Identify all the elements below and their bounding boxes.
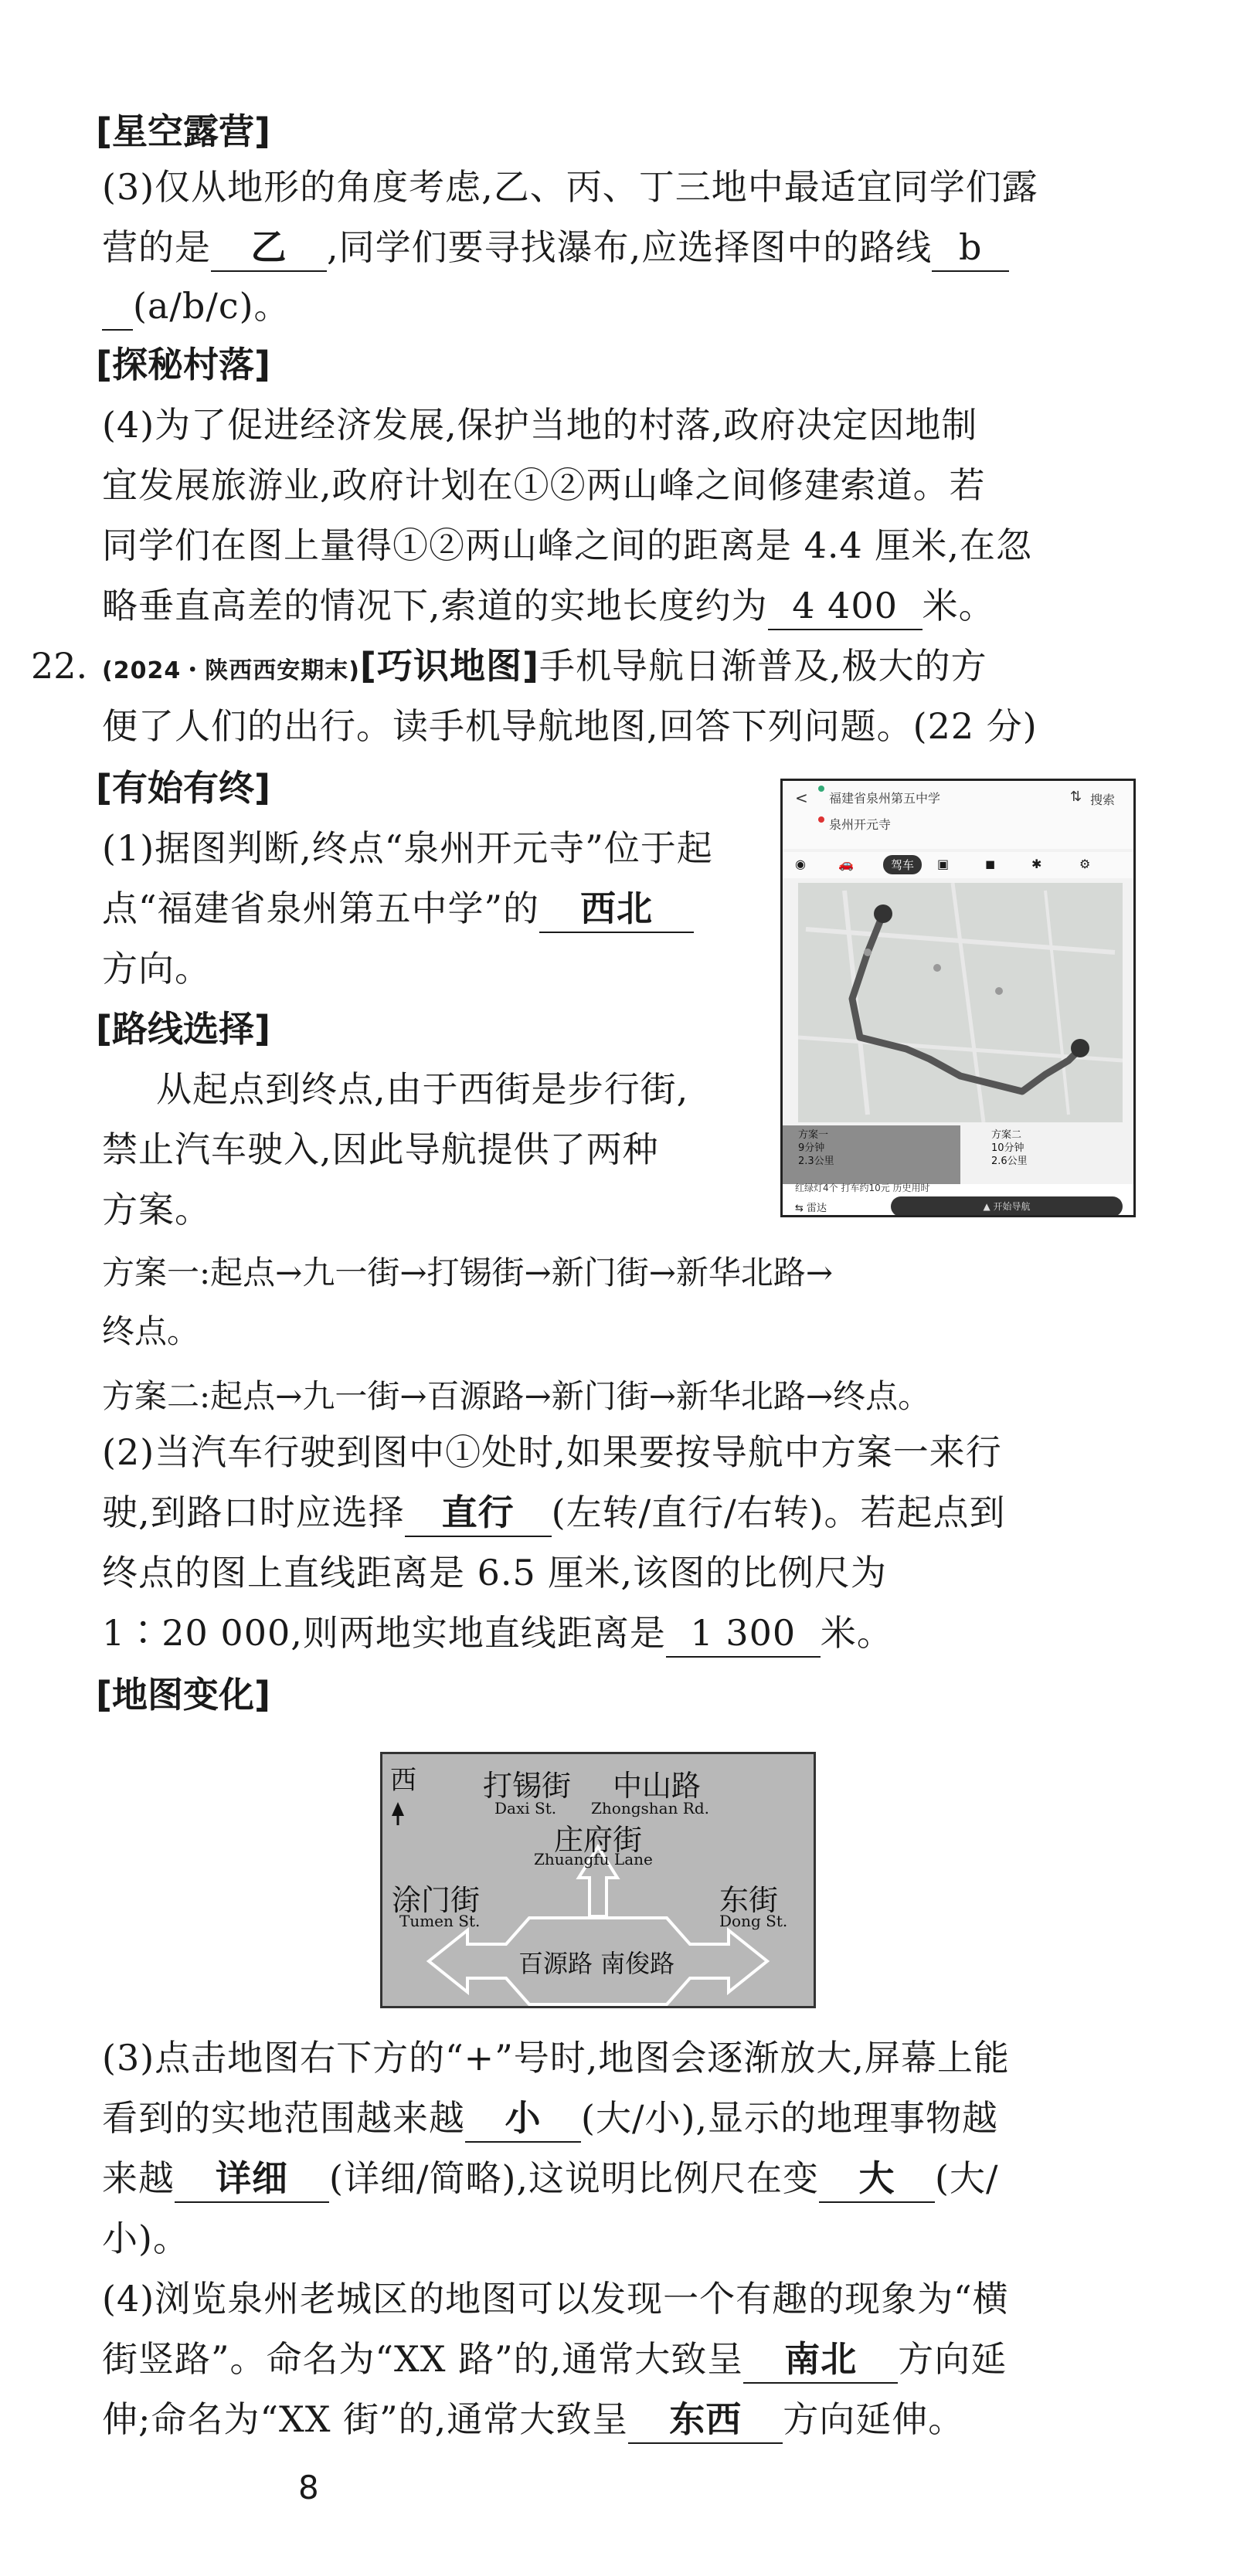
question-tag: [巧识地图]: [359, 645, 539, 687]
destination-marker-icon: [874, 904, 892, 923]
answer-blank: 直行: [405, 1489, 552, 1537]
recommend-tab-icon[interactable]: ◉: [795, 857, 806, 871]
radar-label: 雷达: [807, 1203, 827, 1214]
question-text: 方向延: [898, 2338, 1007, 2380]
answer-blank: 乙: [211, 224, 327, 272]
question-number: 22.: [31, 645, 88, 687]
route-map-canvas: [798, 883, 1123, 1122]
question-line: [102, 2396, 964, 2444]
street-label: 百源路 南俊路: [518, 1949, 675, 1978]
answer-blank: 详细: [175, 2155, 329, 2203]
question-text: 略垂直高差的情况下,索道的实地长度约为: [102, 585, 768, 626]
plan-one-text: 终点。: [102, 1312, 200, 1350]
question-source: (2024・陕西西安期末): [102, 657, 360, 684]
answer-blank: 大: [819, 2155, 935, 2203]
street-label-en: Zhuangfu Lane: [534, 1850, 653, 1868]
taxi-tab-icon[interactable]: ◼: [985, 857, 996, 871]
street-label: 庄府街: [554, 1823, 643, 1857]
walk-tab-icon[interactable]: ✱: [1031, 857, 1042, 871]
question-text: ,同学们要寻找瀑布,应选择图中的路线: [327, 226, 933, 268]
question-text: (2)当汽车行驶到图中①处时,如果要按导航中方案一来行: [102, 1431, 1002, 1473]
question-line: [102, 2095, 998, 2143]
plan-distance: 2.3公里: [798, 1156, 834, 1167]
question-text: 宜发展旅游业,政府计划在①②两山峰之间修建索道。若: [102, 464, 986, 506]
navigation-arrow-icon: ▲: [983, 1201, 994, 1212]
destination-dot-icon: [818, 816, 824, 823]
start-navigation-label: 开始导航: [993, 1201, 1031, 1212]
question-text: (4)浏览泉州老城区的地图可以发现一个有趣的现象为“横: [102, 2278, 1009, 2320]
question-text: 便了人们的出行。读手机导航地图,回答下列问题。(22 分): [102, 705, 1038, 747]
destination-field[interactable]: 泉州开元寺: [829, 817, 892, 832]
question-text: 终点的图上直线距离是 6.5 厘米,该图的比例尺为: [102, 1552, 888, 1593]
question-text: 同学们在图上量得①②两山峰之间的距离是 4.4 厘米,在忽: [102, 524, 1033, 566]
answer-blank: 西北: [539, 885, 694, 933]
question-text: 1∶20 000,则两地实地直线距离是: [102, 1612, 666, 1654]
origin-marker-icon: [1071, 1039, 1089, 1057]
plan-distance: 2.6公里: [991, 1156, 1028, 1167]
question-line: [102, 283, 291, 331]
question-text: (a/b/c)。: [133, 285, 291, 327]
street-label-en: Dong St.: [719, 1912, 788, 1930]
phone-navigation-screenshot: [780, 779, 1136, 1217]
question-text: (详细/简略),这说明比例尺在变: [329, 2157, 820, 2199]
street-label-en: Daxi St.: [494, 1799, 557, 1817]
section-heading-start-end: [有始有终]: [96, 767, 271, 809]
start-navigation-button[interactable]: [891, 1196, 1123, 1217]
question-text: 街竖路”。命名为“XX 路”的,通常大致呈: [102, 2338, 744, 2380]
plan-time: 9分钟: [798, 1142, 825, 1154]
street-label: 东街: [719, 1883, 779, 1917]
question-text: 伸;命名为“XX 街”的,通常大致呈: [102, 2398, 629, 2440]
question-line: [102, 224, 1009, 272]
plan-title: 方案二: [991, 1129, 1022, 1141]
question-line: [102, 1610, 893, 1658]
question-text: (4)为了促进经济发展,保护当地的村落,政府决定因地制: [102, 404, 978, 446]
plan-title: 方案一: [798, 1129, 829, 1141]
question-line: [102, 643, 987, 694]
question-text: (1)据图判断,终点“泉州开元寺”位于起: [102, 827, 713, 869]
route-info: 红绿灯4个 打车约10元 历史用时: [795, 1183, 930, 1193]
question-text: 米。: [820, 1612, 893, 1654]
street-label: 打锡街: [483, 1769, 572, 1803]
question-text: 来越: [102, 2157, 175, 2199]
plan-two-card[interactable]: [960, 1125, 1136, 1184]
plan-one-card[interactable]: [783, 1125, 960, 1184]
section-heading-map-change: [地图变化]: [96, 1674, 271, 1716]
north-arrow-icon: [392, 1802, 404, 1816]
plan-options: [783, 1125, 1133, 1184]
street-label-en: Zhongshan Rd.: [591, 1799, 710, 1817]
transport-tabs: [783, 852, 1133, 878]
street-label: 涂门街: [392, 1883, 481, 1917]
question-text: 从起点到终点,由于西街是步行街,: [156, 1068, 689, 1110]
search-button[interactable]: 搜索: [1090, 792, 1116, 807]
plan-time: 10分钟: [991, 1142, 1024, 1154]
answer-blank: 东西: [628, 2396, 783, 2444]
question-text: (3)点击地图右下方的“+”号时,地图会逐渐放大,屏幕上能: [102, 2037, 1010, 2079]
back-icon[interactable]: <: [795, 789, 808, 807]
answer-blank: 小: [465, 2095, 581, 2143]
page-number: 8: [298, 2469, 319, 2506]
plan-one-text: 方案一:起点→九一街→打锡街→新门街→新华北路→: [102, 1254, 834, 1291]
question-text: (左转/直行/右转)。若起点到: [551, 1492, 1006, 1533]
answer-blank: 4 400: [768, 582, 923, 630]
bus-tab-icon[interactable]: ▣: [937, 857, 950, 871]
question-text: 方向。: [102, 948, 211, 989]
street-label: 中山路: [613, 1769, 702, 1803]
plan-two-text: 方案二:起点→九一街→百源路→新门街→新华北路→终点。: [102, 1377, 931, 1415]
street-diagram: [380, 1752, 816, 2008]
radar-button[interactable]: [795, 1200, 827, 1214]
section-heading-route: [路线选择]: [96, 1008, 271, 1050]
question-text: (3)仅从地形的角度考虑,乙、丙、丁三地中最适宜同学们露: [102, 166, 1038, 208]
question-text: 方向延伸。: [783, 2398, 965, 2440]
swap-icon[interactable]: ⇅: [1070, 789, 1082, 805]
question-line: [102, 1489, 1006, 1537]
question-text: 禁止汽车驶入,因此导航提供了两种: [102, 1128, 659, 1170]
answer-blank: 1 300: [666, 1610, 821, 1658]
question-text: 看到的实地范围越来越: [102, 2097, 465, 2139]
route-header: [783, 781, 1133, 849]
question-line: [102, 885, 694, 933]
radar-icon: ⇆: [795, 1203, 807, 1214]
question-line: [102, 2155, 998, 2203]
question-text: 方案。: [102, 1189, 211, 1230]
street-label-en: Tumen St.: [399, 1912, 481, 1930]
question-text: 点“福建省泉州第五中学”的: [102, 888, 540, 929]
direction-label: 西: [390, 1765, 416, 1796]
section-heading-village: [探秘村落]: [96, 344, 271, 385]
question-line: [102, 2336, 1007, 2384]
question-text: 驶,到路口时应选择: [102, 1492, 405, 1533]
tab-drive[interactable]: 驾车: [883, 855, 922, 874]
answer-blank-continued: [102, 283, 133, 331]
question-line: [102, 582, 995, 630]
question-text: 米。: [922, 585, 995, 626]
origin-dot-icon: [818, 786, 824, 792]
bike-tab-icon[interactable]: ⚙: [1079, 857, 1091, 871]
route-map[interactable]: [798, 883, 1123, 1122]
navigation-footer: [783, 1184, 1133, 1217]
answer-blank: b: [932, 224, 1009, 272]
question-text: 手机导航日渐普及,极大的方: [539, 645, 987, 687]
answer-blank: 南北: [743, 2336, 898, 2384]
section-heading-camp: [星空露营]: [96, 110, 271, 152]
car-tab-icon[interactable]: 🚗: [838, 857, 854, 871]
question-text: (大/: [935, 2157, 999, 2199]
question-text: (大/小),显示的地理事物越: [581, 2097, 999, 2139]
question-text: 小)。: [102, 2218, 189, 2259]
question-text: 营的是: [102, 226, 211, 268]
origin-field[interactable]: 福建省泉州第五中学: [829, 791, 941, 806]
